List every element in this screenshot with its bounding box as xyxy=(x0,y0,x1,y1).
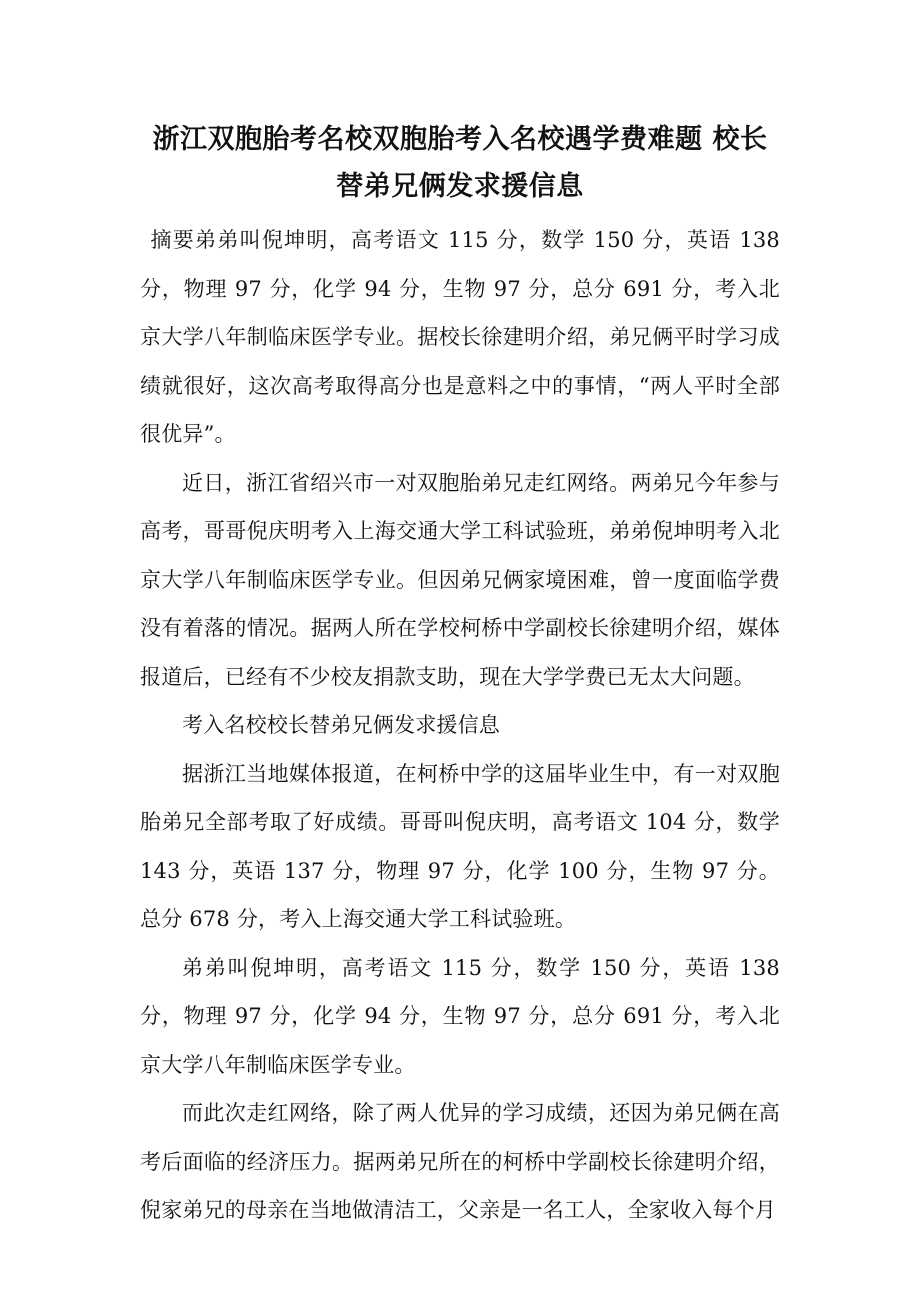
abstract-paragraph: 摘要弟弟叫倪坤明，高考语文 115 分，数学 150 分，英语 138 分，物理 97 分，化学 94 分，生物 97 分，总分 691 分，考入北京大学八年制临床医学专业。据校长徐建明介绍，弟兄俩平时学习成绩就很好，这次高考取得高分也是意料之中的事情，“两人平时全部很优异”。 xyxy=(140,228,780,446)
title-line-2: 替弟兄俩发求援信息 xyxy=(336,171,584,202)
body-paragraph: 而此次走红网络，除了两人优异的学习成绩，还因为弟兄俩在高考后面临的经济压力。据两弟兄所在的柯桥中学副校长徐建明介绍，倪家弟兄的母亲在当地做清洁工，父亲是一名工人，全家收入每个月 xyxy=(140,1101,780,1222)
document-body xyxy=(140,216,780,1235)
section-heading: 考入名校校长替弟兄俩发求援信息 xyxy=(182,713,500,737)
document-title xyxy=(140,116,780,210)
title-line-1: 浙江双胞胎考名校双胞胎考入名校遇学费难题 校长 xyxy=(152,124,768,155)
body-paragraph: 据浙江当地媒体报道，在柯桥中学的这届毕业生中，有一对双胞胎弟兄全部考取了好成绩。哥哥叫倪庆明，高考语文 104 分，数学 143 分，英语 137 分，物理 97 分，化学 100 分，生物 97 分。总分 678 分，考入上海交通大学工科试验班。 xyxy=(140,761,780,931)
body-paragraph: 近日，浙江省绍兴市一对双胞胎弟兄走红网络。两弟兄今年参与高考，哥哥倪庆明考入上海交通大学工科试验班，弟弟倪坤明考入北京大学八年制临床医学专业。但因弟兄俩家境困难，曾一度面临学费没有着落的情况。据两人所在学校柯桥中学副校长徐建明介绍，媒体报道后，已经有不少校友捐款支助，现在大学学费已无太大问题。 xyxy=(140,470,780,689)
body-paragraph: 弟弟叫倪坤明，高考语文 115 分，数学 150 分，英语 138 分，物理 97 分，化学 94 分，生物 97 分，总分 691 分，考入北京大学八年制临床医学专业。 xyxy=(140,955,780,1077)
